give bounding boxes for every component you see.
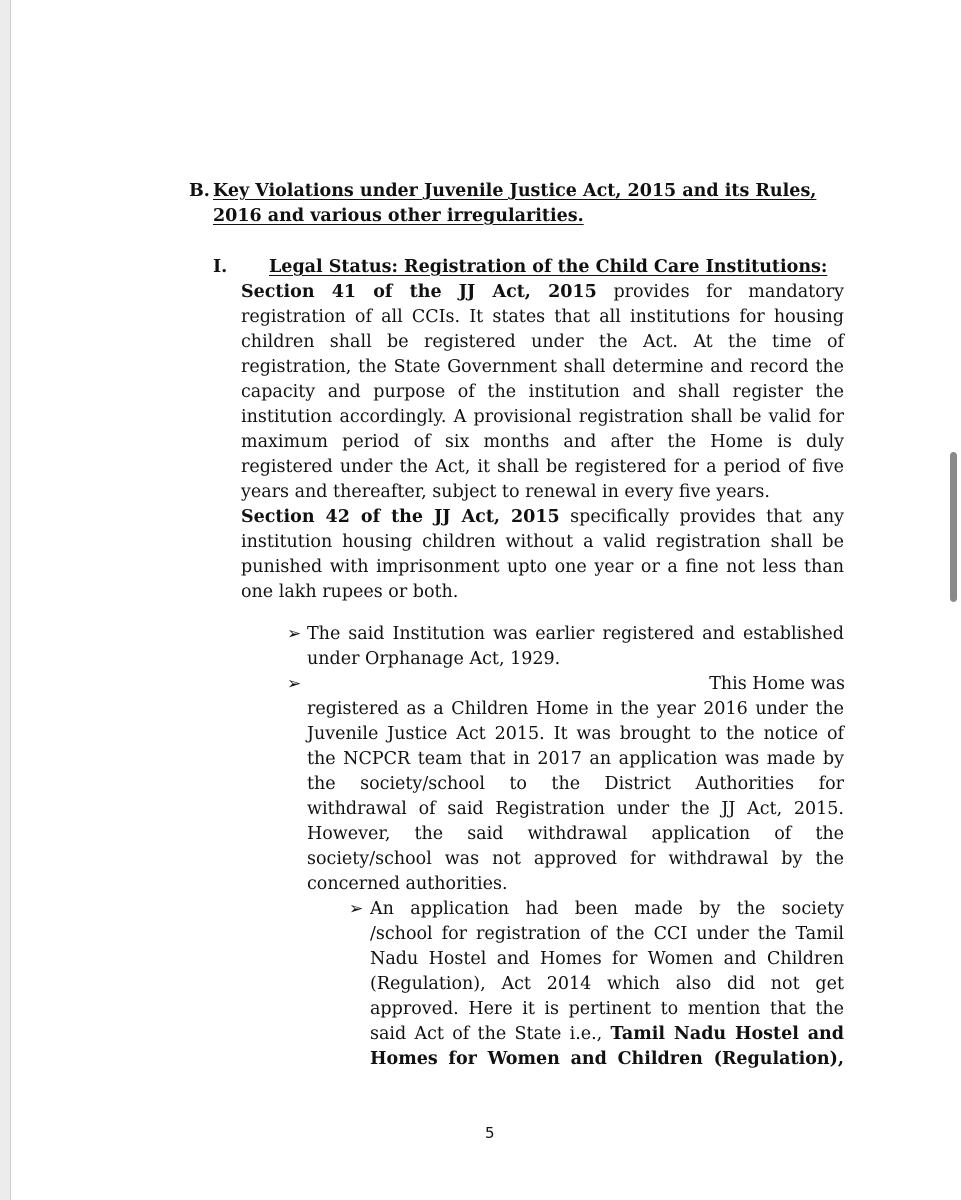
para1-line: registration, the State Government shall determine and record the — [241, 357, 844, 377]
heading-line-1: Key Violations under Juvenile Justice Act, 2015 and its Rules, — [213, 181, 817, 201]
para2-first-line — [241, 505, 844, 530]
para1-first-line — [241, 280, 844, 305]
bullet2-line: Juvenile Justice Act 2015. It was brought to the notice of — [307, 724, 844, 744]
page-number: 5 — [485, 1124, 495, 1142]
bullet2-line: concerned authorities. — [307, 874, 508, 894]
bullet2-line: the NCPCR team that in 2017 an application was made by — [307, 749, 844, 769]
section-numeral: I. — [213, 257, 228, 277]
para1-line: maximum period of six months and after the Home is duly — [241, 432, 844, 452]
arrow-bullet-icon: ➢ — [349, 899, 364, 919]
bullet3-line: (Regulation), Act 2014 which also did not get — [370, 974, 844, 994]
bullet1-line: under Orphanage Act, 1929. — [307, 649, 561, 669]
para1-line: institution accordingly. A provisional registration shall be valid for — [241, 407, 844, 427]
bullet2-first: This Home was — [709, 674, 845, 694]
section-42-ref: Section 42 of the JJ Act, 2015 — [241, 507, 560, 527]
para1-line: years and thereafter, subject to renewal in every five years. — [241, 482, 770, 502]
para2-lead-rest: specifically provides that any — [570, 507, 844, 527]
bullet3-line6-plain: said Act of the State i.e., — [370, 1024, 603, 1044]
para2-line: one lakh rupees or both. — [241, 582, 459, 602]
scrollbar-thumb[interactable] — [950, 452, 957, 602]
para1-line: children shall be registered under the Act. At the time of — [241, 332, 844, 352]
para1-line: registration of all CCIs. It states that all institutions for housing — [241, 307, 844, 327]
arrow-bullet-icon: ➢ — [287, 624, 302, 644]
bullet3-line: Nadu Hostel and Homes for Women and Children — [370, 949, 844, 969]
para1-line: capacity and purpose of the institution and shall register the — [241, 382, 844, 402]
bullet1-line: The said Institution was earlier registered and established — [307, 624, 844, 644]
bullet3-line-7: Homes for Women and Children (Regulation), — [370, 1049, 844, 1069]
section-title: Legal Status: Registration of the Child Care Institutions: — [269, 257, 828, 277]
para1-line: registered under the Act, it shall be registered for a period of five — [241, 457, 844, 477]
bullet2-line: However, the said withdrawal application of the — [307, 824, 844, 844]
heading-marker: B. — [189, 181, 210, 201]
document-page — [10, 0, 961, 1200]
bullet3-line: /school for registration of the CCI under the Tamil — [370, 924, 844, 944]
bullet2-line: registered as a Children Home in the year 2016 under the — [307, 699, 844, 719]
bullet2-line: society/school was not approved for withdrawal by the — [307, 849, 844, 869]
arrow-bullet-icon: ➢ — [287, 674, 302, 694]
section-41-ref: Section 41 of the JJ Act, 2015 — [241, 282, 597, 302]
para2-line: punished with imprisonment upto one year or a fine not less than — [241, 557, 844, 577]
bullet2-line: the society/school to the District Authorities for — [307, 774, 844, 794]
tn-act-ref: Tamil Nadu Hostel and — [610, 1024, 844, 1044]
para1-lead-rest: provides for mandatory — [613, 282, 844, 302]
heading-line-2: 2016 and various other irregularities. — [213, 206, 584, 226]
bullet3-line: An application had been made by the society — [370, 899, 844, 919]
bullet2-line: withdrawal of said Registration under the JJ Act, 2015. — [307, 799, 844, 819]
bullet3-line: approved. Here it is pertinent to mention that the — [370, 999, 844, 1019]
para2-line: institution housing children without a valid registration shall be — [241, 532, 844, 552]
bullet3-line-6 — [370, 1022, 844, 1047]
